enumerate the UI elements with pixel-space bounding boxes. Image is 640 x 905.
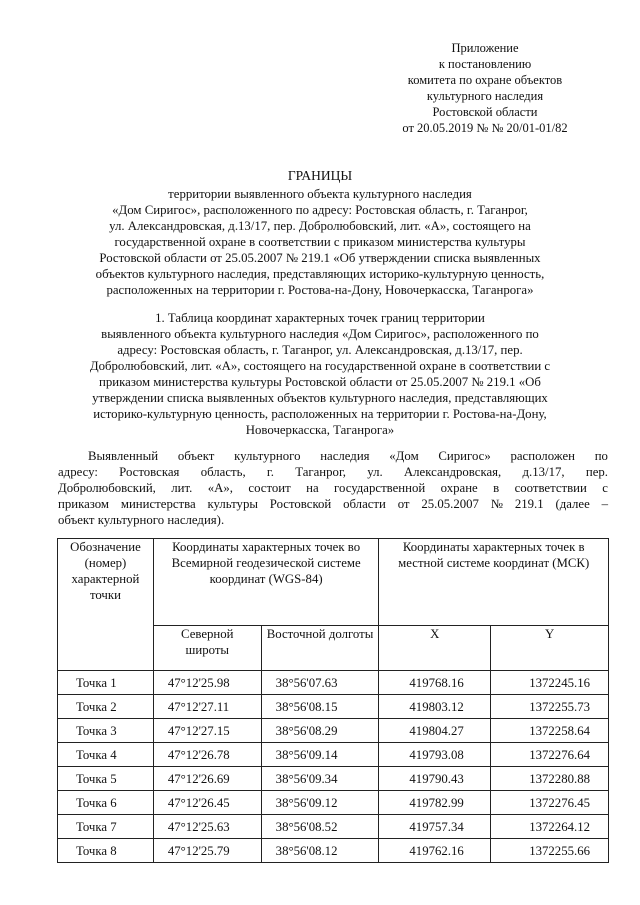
caption-line: приказом министерства культуры Ростовской области от 25.05.2007 № 219.1 «Об (99, 375, 541, 389)
cell-y: 1372276.64 (491, 743, 609, 767)
cell-lon: 38°56'08.12 (261, 839, 379, 863)
header-lon: Восточной долготы (261, 626, 379, 671)
header-msk: Координаты характерных точек в местной системе координат (МСК) (379, 539, 609, 626)
intro-word: государственной (334, 481, 426, 495)
intro-word: по (594, 449, 608, 463)
title-heading: ГРАНИЦЫ (287, 168, 353, 183)
cell-x: 419757.34 (379, 815, 491, 839)
cell-y: 1372255.73 (491, 695, 609, 719)
table-row (58, 743, 609, 767)
intro-word: «А», (207, 481, 233, 495)
document-title (40, 168, 600, 298)
intro-word: с (602, 481, 608, 495)
appendix-line: от 20.05.2019 № № 20/01-01/82 (402, 121, 568, 135)
intro-word: г. (266, 465, 274, 479)
intro-word: области (343, 497, 386, 511)
coordinates-table (57, 538, 609, 863)
appendix-line: к постановлению (438, 57, 532, 71)
intro-word: охране (440, 481, 478, 495)
header-wgs: Координаты характерных точек во Всемирной геодезической системе координат (WGS-84) (153, 539, 379, 626)
title-line: объектов культурного наследия, представляющих историко-культурную ценность, (95, 267, 545, 281)
cell-lat: 47°12'27.11 (153, 695, 261, 719)
cell-y: 1372255.66 (491, 839, 609, 863)
cell-x: 419793.08 (379, 743, 491, 767)
appendix-line: культурного наследия (426, 89, 544, 103)
cell-point: Точка 6 (58, 791, 154, 815)
appendix-line: Ростовской области (432, 105, 538, 119)
intro-word: Добролюбовский, (58, 481, 156, 495)
intro-word: от (397, 497, 410, 511)
title-line: расположенных на территории г. Ростова-на-Дону, Новочеркасска, Таганрога» (106, 283, 534, 297)
table-row (58, 791, 609, 815)
intro-word: № (490, 497, 503, 511)
cell-lat: 47°12'25.63 (153, 815, 261, 839)
title-line: Ростовской области от 25.05.2007 № 219.1 «Об утверждении списка выявленных (99, 251, 541, 265)
header-point: Обозначение (номер) характерной точки (58, 539, 154, 671)
intro-word: – (601, 497, 608, 511)
intro-word: в (493, 481, 500, 495)
cell-lon: 38°56'08.52 (261, 815, 379, 839)
caption-line: Добролюбовский, лит. «А», состоящего на государственной охране в соответствии с (89, 359, 551, 373)
cell-lat: 47°12'25.98 (153, 671, 261, 695)
cell-lon: 38°56'07.63 (261, 671, 379, 695)
header-lat: Северной широты (153, 626, 261, 671)
intro-line (58, 464, 608, 480)
intro-word: Выявленный (88, 449, 159, 463)
cell-x: 419782.99 (379, 791, 491, 815)
intro-word: на (306, 481, 319, 495)
intro-word: область, (200, 465, 246, 479)
intro-word: адресу: (58, 465, 98, 479)
cell-x: 419768.16 (379, 671, 491, 695)
intro-line (58, 448, 608, 464)
table-row (58, 671, 609, 695)
intro-word: д.13/17, (522, 465, 565, 479)
cell-lat: 47°12'27.15 (153, 719, 261, 743)
title-line: территории выявленного объекта культурного наследия (168, 187, 472, 201)
intro-word: лит. (171, 481, 193, 495)
intro-word: министерства (120, 497, 196, 511)
intro-word: наследия (320, 449, 370, 463)
cell-y: 1372276.45 (491, 791, 609, 815)
intro-word: культуры (207, 497, 258, 511)
table-row (58, 719, 609, 743)
cell-point: Точка 5 (58, 767, 154, 791)
table-caption (40, 310, 600, 438)
cell-point: Точка 4 (58, 743, 154, 767)
appendix-line: комитета по охране объектов (407, 73, 563, 87)
title-line: «Дом Сиригос», расположенного по адресу: Ростовская область, г. Таганрог, (112, 203, 528, 217)
table-row (58, 767, 609, 791)
cell-lon: 38°56'09.34 (261, 767, 379, 791)
intro-line (58, 480, 608, 496)
cell-y: 1372258.64 (491, 719, 609, 743)
cell-point: Точка 1 (58, 671, 154, 695)
cell-point: Точка 7 (58, 815, 154, 839)
intro-word: (далее (555, 497, 590, 511)
intro-word: состоит (248, 481, 291, 495)
cell-lon: 38°56'09.12 (261, 791, 379, 815)
intro-word: культурного (234, 449, 301, 463)
cell-x: 419790.43 (379, 767, 491, 791)
cell-lat: 47°12'26.69 (153, 767, 261, 791)
caption-line: историко-культурную ценность, расположенных на территории г. Ростова-на-Дону, (93, 407, 547, 421)
caption-line: Новочеркасска, Таганрога» (245, 423, 395, 437)
cell-lon: 38°56'08.15 (261, 695, 379, 719)
cell-y: 1372280.88 (491, 767, 609, 791)
cell-x: 419804.27 (379, 719, 491, 743)
intro-word: Ростовской (269, 497, 332, 511)
cell-lat: 47°12'26.78 (153, 743, 261, 767)
intro-line (58, 512, 608, 528)
intro-word: ул. (367, 465, 383, 479)
caption-line: выявленного объекта культурного наследия «Дом Сиригос», расположенного по (101, 327, 539, 341)
intro-word: 25.05.2007 (421, 497, 479, 511)
caption-line: утверждении списка выявленных объектов культурного наследия, представляющих (92, 391, 548, 405)
intro-word: Сиригос» (438, 449, 491, 463)
intro-word: Таганрог, (295, 465, 346, 479)
appendix-line: Приложение (451, 41, 519, 55)
intro-word: пер. (585, 465, 608, 479)
appendix-header (380, 40, 590, 136)
cell-y: 1372245.16 (491, 671, 609, 695)
cell-lat: 47°12'26.45 (153, 791, 261, 815)
intro-line-text: объект культурного наследия). (58, 513, 225, 527)
table-header-row (58, 539, 609, 626)
intro-word: Александровская, (403, 465, 502, 479)
cell-point: Точка 2 (58, 695, 154, 719)
caption-line: 1. Таблица координат характерных точек границ территории (155, 311, 485, 325)
cell-y: 1372264.12 (491, 815, 609, 839)
cell-point: Точка 8 (58, 839, 154, 863)
header-y: Y (491, 626, 609, 671)
cell-lon: 38°56'08.29 (261, 719, 379, 743)
intro-word: расположен (510, 449, 575, 463)
table-row (58, 815, 609, 839)
intro-word: приказом (58, 497, 110, 511)
cell-point: Точка 3 (58, 719, 154, 743)
cell-lon: 38°56'09.14 (261, 743, 379, 767)
caption-line: адресу: Ростовская область, г. Таганрог, ул. Александровская, д.13/17, пер. (117, 343, 523, 357)
title-line: государственной охране в соответствии с приказом министерства культуры (114, 235, 526, 249)
cell-lat: 47°12'25.79 (153, 839, 261, 863)
intro-word: Ростовская (119, 465, 180, 479)
title-line: ул. Александровская, д.13/17, пер. Добролюбовский, лит. «А», состоящего на (109, 219, 531, 233)
intro-word: соответствии (514, 481, 587, 495)
intro-word: 219.1 (514, 497, 544, 511)
cell-x: 419762.16 (379, 839, 491, 863)
table-row (58, 839, 609, 863)
header-x: X (379, 626, 491, 671)
intro-line (58, 496, 608, 512)
table-row (58, 695, 609, 719)
intro-word: «Дом (389, 449, 419, 463)
cell-x: 419803.12 (379, 695, 491, 719)
intro-paragraph (58, 448, 608, 528)
intro-word: объект (177, 449, 215, 463)
